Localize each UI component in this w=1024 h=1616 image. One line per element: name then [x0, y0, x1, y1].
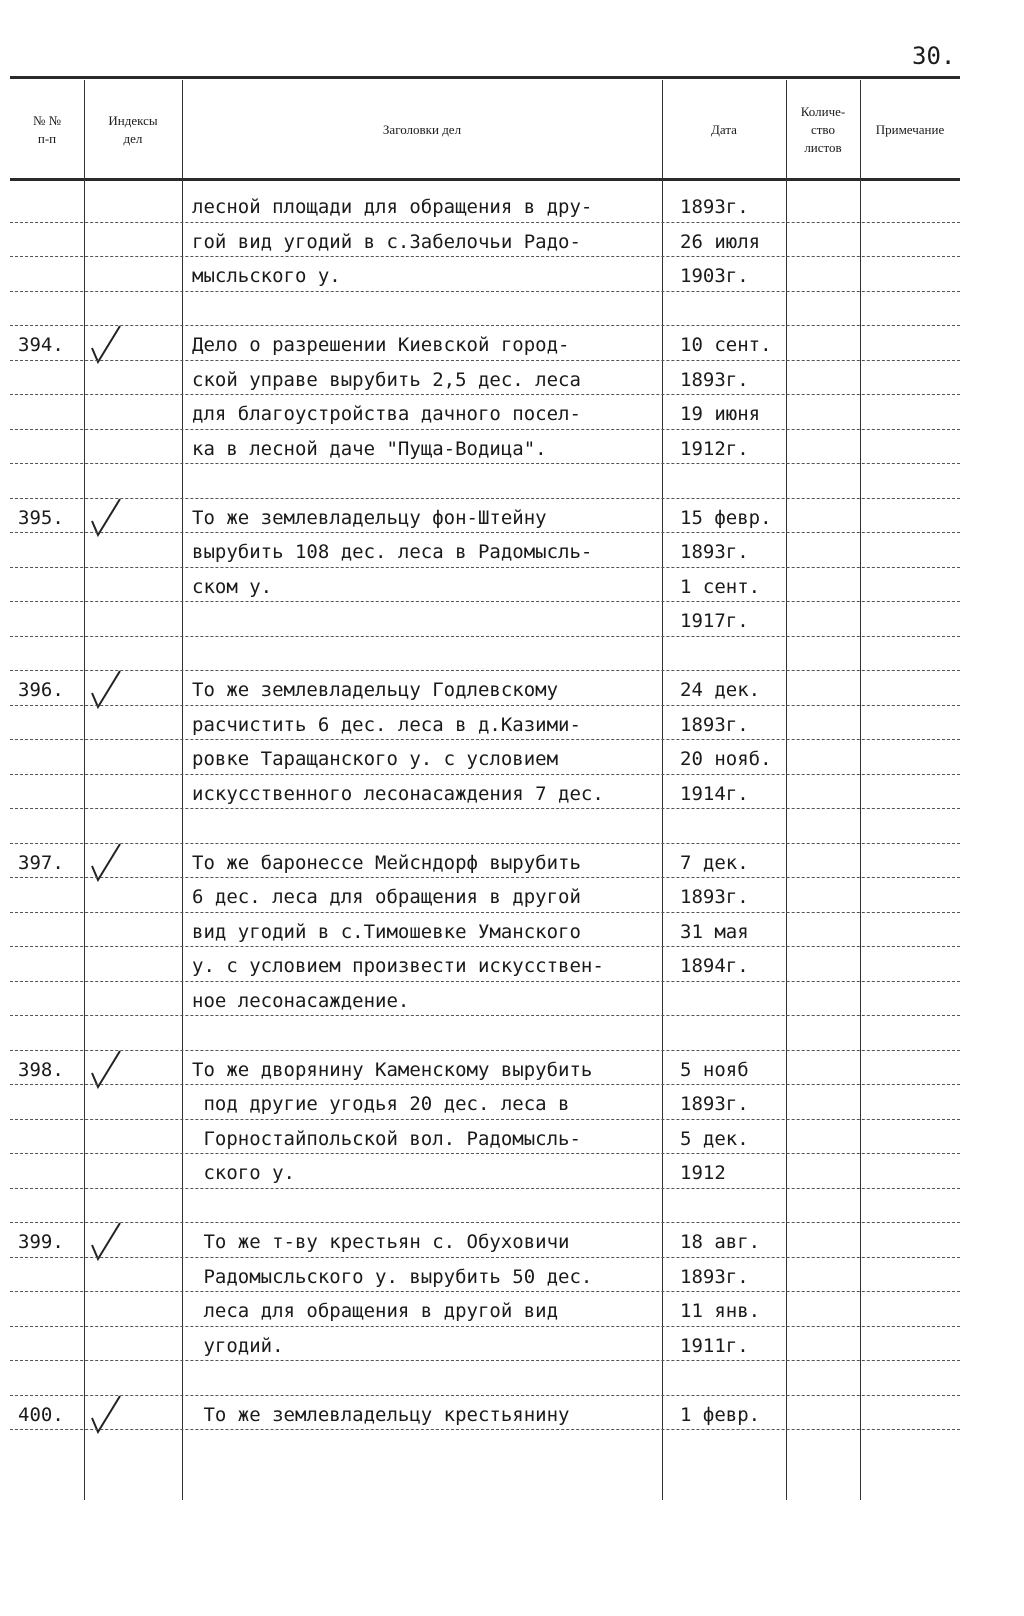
case-title-line: Дело о разрешении Киевской город-	[192, 334, 570, 356]
ruled-line	[0, 1018, 1000, 1053]
ruled-line	[0, 1294, 1000, 1329]
ruled-line	[0, 466, 1000, 501]
case-title-line: ского у.	[192, 1162, 295, 1184]
ruled-line	[0, 1398, 1000, 1433]
date-line: 1912	[680, 1162, 726, 1184]
ruled-line	[0, 604, 1000, 639]
ruled-line	[0, 777, 1000, 812]
case-title-line: То же землевладельцу фон-Штейну	[192, 506, 547, 529]
entry-number: 394.	[18, 334, 64, 356]
case-title-line: 6 дес. леса для обращения в другой	[192, 886, 581, 908]
date-line: 1893г.	[680, 541, 749, 563]
date-line: 1893г.	[680, 1265, 749, 1288]
date-line: 5 нояб	[680, 1058, 749, 1081]
checkmark-icon	[86, 840, 126, 884]
case-title-line: ской управе вырубить 2,5 дес. леса	[192, 368, 581, 391]
date-line: 7 дек.	[680, 851, 749, 874]
ruled-line	[0, 397, 1000, 432]
date-line: 1893г.	[680, 196, 749, 218]
ruled-line	[0, 949, 1000, 984]
case-title-line: То же землевладельцу крестьянину	[192, 1403, 570, 1426]
entry-number: 395.	[18, 506, 64, 529]
checkmark-icon	[86, 667, 126, 711]
case-title-line: То же дворянину Каменскому вырубить	[192, 1058, 593, 1081]
case-title-line: гой вид угодий в с.Забелочьи Радо-	[192, 230, 581, 253]
case-title-line: Радомысльского у. вырубить 50 дес.	[192, 1265, 593, 1288]
ruled-line	[0, 1191, 1000, 1226]
ruled-line	[0, 225, 1000, 260]
table-row	[0, 190, 1000, 328]
ruled-line	[0, 1053, 1000, 1088]
inventory-table-body	[0, 190, 1000, 1432]
ruled-line	[0, 811, 1000, 846]
ruled-line	[0, 673, 1000, 708]
ruled-line	[0, 1363, 1000, 1398]
ruled-line	[0, 639, 1000, 674]
date-line: 1912г.	[680, 437, 749, 460]
ruled-line	[0, 1329, 1000, 1364]
ruled-line	[0, 915, 1000, 950]
ruled-line	[0, 1225, 1000, 1260]
case-title-line: мысльского у.	[192, 265, 341, 287]
case-title-line: леса для обращения в другой вид	[192, 1300, 559, 1322]
ruled-line	[0, 1122, 1000, 1157]
checkmark-icon	[86, 1392, 126, 1436]
ruled-line	[0, 328, 1000, 363]
date-line: 1914г.	[680, 782, 749, 805]
date-line: 1911г.	[680, 1334, 749, 1357]
ruled-line	[0, 742, 1000, 777]
entry-number: 396.	[18, 679, 64, 701]
case-title-line: лесной площади для обращения в дру-	[192, 196, 593, 218]
case-title-line: для благоустройства дачного посел-	[192, 403, 581, 425]
entry-number: 400.	[18, 1403, 64, 1426]
table-row	[0, 846, 1000, 1053]
page-number: 30.	[912, 42, 956, 70]
ruled-line	[0, 1087, 1000, 1122]
date-line: 1893г.	[680, 713, 749, 736]
case-title-line: Горностайпольской вол. Радомысль-	[192, 1127, 581, 1150]
date-line: 1903г.	[680, 265, 749, 287]
case-title-line: под другие угодья 20 дес. леса в	[192, 1093, 570, 1115]
date-line: 15 февр.	[680, 506, 772, 529]
header-number: № № п-п	[32, 113, 62, 146]
entry-number: 398.	[18, 1058, 64, 1081]
ruled-line	[0, 259, 1000, 294]
ruled-line	[0, 501, 1000, 536]
ruled-line	[0, 363, 1000, 398]
date-line: 18 авг.	[680, 1231, 761, 1253]
header-sheet-count: Количе- ство листов	[800, 104, 846, 155]
ruled-line	[0, 432, 1000, 467]
ruled-line	[0, 1156, 1000, 1191]
case-title-line: ка в лесной даче "Пуща-Водица".	[192, 437, 547, 460]
ruled-line	[0, 294, 1000, 329]
case-title-line: расчистить 6 дес. леса в д.Казими-	[192, 713, 581, 736]
ruled-line	[0, 190, 1000, 225]
header-date: Дата	[711, 122, 737, 137]
checkmark-icon	[86, 495, 126, 539]
checkmark-icon	[86, 1219, 126, 1263]
entry-number: 399.	[18, 1231, 64, 1253]
ruled-line	[0, 535, 1000, 570]
table-row	[0, 328, 1000, 501]
table-row	[0, 1053, 1000, 1226]
header-index: Индексы дел	[108, 113, 158, 146]
case-title-line: ровке Таращанского у. с условием	[192, 748, 559, 770]
case-title-line: То же землевладельцу Годлевскому	[192, 679, 559, 701]
header-top-rule	[10, 76, 960, 79]
date-line: 1 сент.	[680, 575, 761, 598]
ruled-line	[0, 846, 1000, 881]
date-line: 31 мая	[680, 920, 749, 943]
date-line: 24 дек.	[680, 679, 761, 701]
date-line: 19 июня	[680, 403, 761, 425]
case-title-line: ском у.	[192, 575, 273, 598]
date-line: 1917г.	[680, 610, 749, 632]
date-line: 26 июля	[680, 230, 761, 253]
checkmark-icon	[86, 322, 126, 366]
table-row	[0, 501, 1000, 674]
case-title-line: вид угодий в с.Тимошевке Уманского	[192, 920, 581, 943]
case-title-line: искусственного лесонасаждения 7 дес.	[192, 782, 604, 805]
ruled-line	[0, 570, 1000, 605]
date-line: 11 янв.	[680, 1300, 761, 1322]
date-line: 20 нояб.	[680, 748, 772, 770]
case-title-line: угодий.	[192, 1334, 284, 1357]
header-note: Примечание	[875, 122, 945, 137]
date-line: 1 февр.	[680, 1403, 761, 1426]
entry-number: 397.	[18, 851, 64, 874]
date-line: 5 дек.	[680, 1127, 749, 1150]
case-title-line: То же баронессе Мейсндорф вырубить	[192, 851, 581, 874]
checkmark-icon	[86, 1047, 126, 1091]
case-title-line: ное лесонасаждение.	[192, 989, 410, 1012]
date-line: 1893г.	[680, 1093, 749, 1115]
case-title-line: у. с условием произвести искусствен-	[192, 955, 604, 977]
ruled-line	[0, 708, 1000, 743]
ruled-line	[0, 880, 1000, 915]
ruled-line	[0, 1260, 1000, 1295]
date-line: 1894г.	[680, 955, 749, 977]
table-row	[0, 673, 1000, 846]
case-title-line: То же т-ву крестьян с. Обуховичи	[192, 1231, 570, 1253]
ruled-line	[0, 984, 1000, 1019]
header-title: Заголовки дел	[382, 122, 462, 137]
table-row	[0, 1225, 1000, 1398]
case-title-line: вырубить 108 дес. леса в Радомысль-	[192, 541, 593, 563]
date-line: 1893г.	[680, 368, 749, 391]
date-line: 1893г.	[680, 886, 749, 908]
table-row	[0, 1398, 1000, 1433]
date-line: 10 сент.	[680, 334, 772, 356]
